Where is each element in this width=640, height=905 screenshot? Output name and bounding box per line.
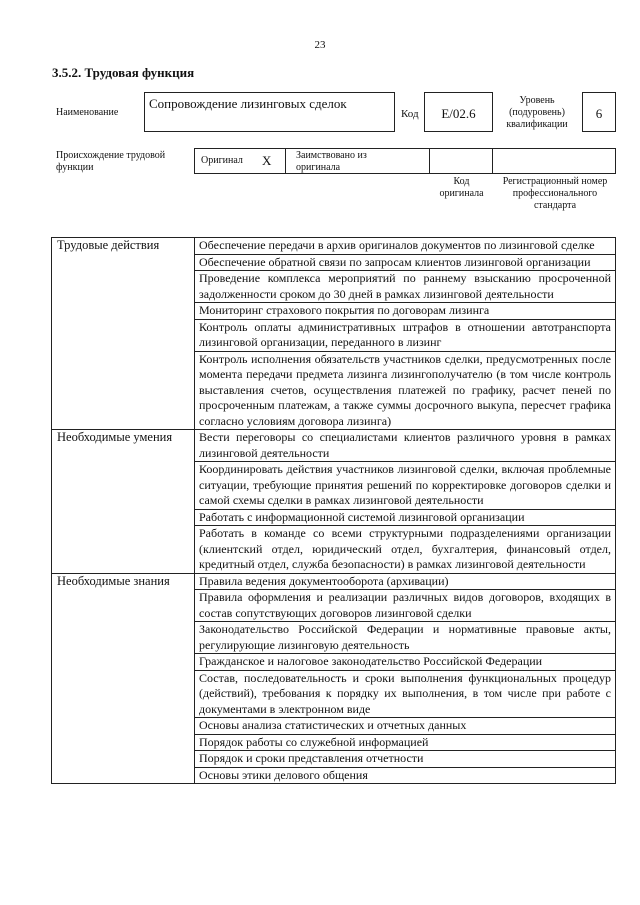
borrowed-label: Заимствовано из оригинала [296,150,367,173]
code-label: Код [401,108,419,120]
section-title: 3.5.2. Трудовая функция [52,65,195,80]
list-item: Гражданское и налоговое законодательство Российской Федерации [195,654,616,671]
level-value-box [582,92,616,132]
origin-label: Происхождение трудовой функции [56,150,166,173]
name-value-box [144,92,395,132]
list-item: Контроль исполнения обязательств участников сделки, предусмотренных после момента передачи предмета лизинга лизингополучателю (в том числе контроль выставления счетов, осуществления платежей по графику, расчет пеней по просроченным платежам, а также суммы досрочного выкупа, пересчет графика согласно условиям договора лизинга) [195,351,616,430]
code-value-box [424,92,493,132]
reg-number-cell [492,148,616,174]
name-label: Наименование [56,107,119,118]
list-item: Правила ведения документооборота (архивации) [195,573,616,590]
table-row [52,573,616,590]
section-title-cell: Необходимые умения [52,430,195,574]
table-row [52,238,616,255]
list-item: Основы этики делового общения [195,767,616,784]
list-item: Вести переговоры со специалистами клиентов различного уровня в рамках лизинговой деятельности [195,430,616,462]
list-item: Порядок и сроки представления отчетности [195,751,616,768]
table-row [52,430,616,462]
list-item: Проведение комплекса мероприятий по раннему взысканию просроченной задолженности сроком до 30 дней в рамках лизинговой деятельности [195,271,616,303]
list-item: Основы анализа статистических и отчетных данных [195,718,616,735]
origin-code-cell [429,148,493,174]
list-item: Порядок работы со служебной информацией [195,734,616,751]
list-item: Работать с информационной системой лизинговой организации [195,509,616,526]
list-item: Контроль оплаты административных штрафов в отношении автотранспорта лизинговой организации, переданного в лизинг [195,319,616,351]
code-caption: Код оригинала [439,176,484,199]
list-item: Правила оформления и реализации различных видов договоров, входящих в состав сопутствующих договоров лизинговой сделки [195,590,616,622]
code-value: E/02.6 [441,106,476,121]
name-value: Сопровождение лизинговых сделок [149,96,347,111]
level-value: 6 [595,106,603,121]
list-item: Мониторинг страхового покрытия по договорам лизинга [195,303,616,320]
page-number: 23 [314,39,326,51]
borrowed-cell [285,148,430,174]
original-cell [194,148,286,174]
section-title-cell: Трудовые действия [52,238,195,430]
original-label: Оригинал [201,155,243,166]
section-title-cell: Необходимые знания [52,573,195,784]
list-item: Состав, последовательность и сроки выполнения функциональных процедур (действий), требования к порядку их выполнения, в том числе при работе с документами в электронном виде [195,670,616,718]
reg-caption: Регистрационный номер профессионального стандарта [502,176,608,211]
list-item: Законодательство Российской Федерации и нормативные правовые акты, регулирующие лизинговую деятельность [195,622,616,654]
list-item: Обеспечение обратной связи по запросам клиентов лизинговой организации [195,254,616,271]
labor-function-table [51,237,616,784]
list-item: Обеспечение передачи в архив оригиналов документов по лизинговой сделке [195,238,616,255]
list-item: Работать в команде со всеми структурными подразделениями организации (клиентский отдел, юридический отдел, бухгалтерия, финансовый отдел, кредитный отдел, служба безопасности) в рамках лизинговой деятельности [195,526,616,574]
level-label: Уровень (подуровень) квалификации [506,95,568,130]
list-item: Координировать действия участников лизинговой сделки, включая проблемные ситуации, требующие принятия решений по корректировке договоров сделки и самой схемы сделки в рамках лизинговой деятельности [195,462,616,510]
original-mark: X [262,153,272,168]
